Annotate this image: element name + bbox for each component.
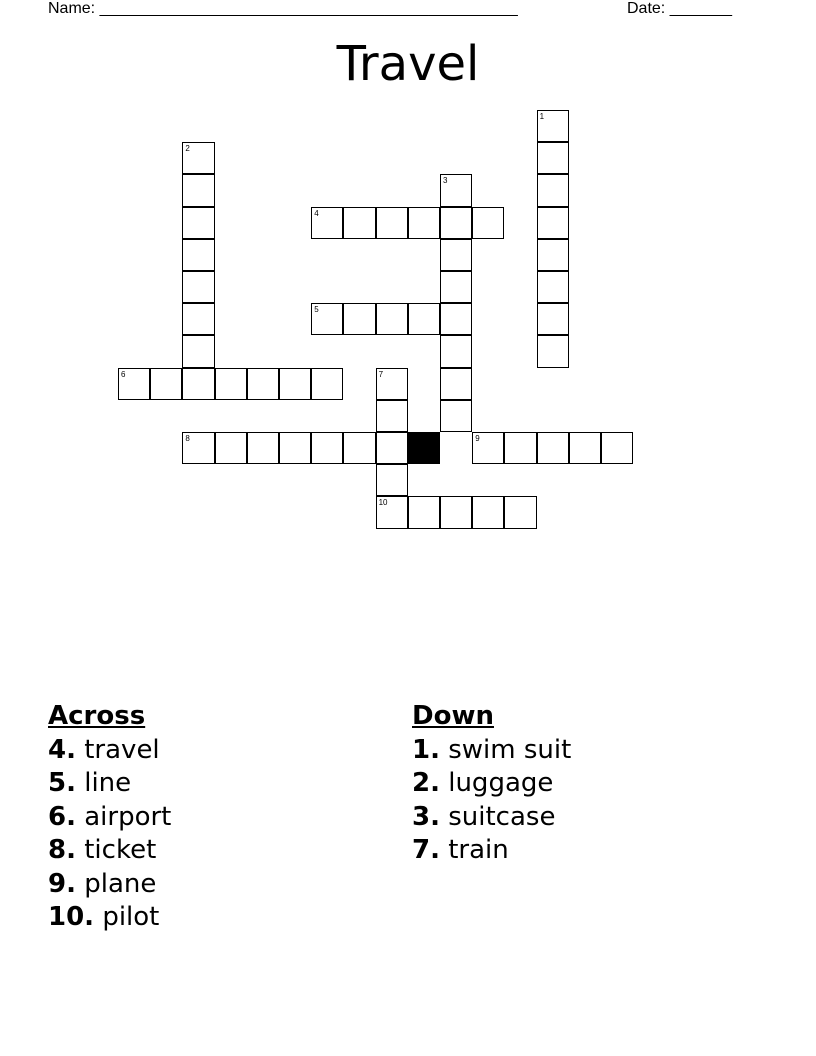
crossword-cell[interactable] — [440, 335, 472, 367]
clue-text: line — [84, 768, 132, 798]
crossword-cell[interactable] — [343, 432, 375, 464]
crossword-cell[interactable] — [569, 432, 601, 464]
crossword-cell[interactable] — [440, 207, 472, 239]
crossword-cell[interactable] — [537, 271, 569, 303]
clue-number: 2. — [412, 768, 440, 798]
crossword-cell[interactable] — [182, 174, 214, 206]
clue-across-9 — [48, 868, 171, 902]
crossword-cell[interactable] — [537, 174, 569, 206]
crossword-cell[interactable] — [440, 400, 472, 432]
crossword-cell[interactable] — [182, 368, 214, 400]
clue-number: 5. — [48, 768, 76, 798]
crossword-cell[interactable] — [247, 368, 279, 400]
clue-text: train — [448, 835, 509, 865]
crossword-cell[interactable] — [537, 239, 569, 271]
crossword-cell[interactable] — [311, 303, 343, 335]
crossword-cell[interactable] — [537, 335, 569, 367]
cell-number: 10 — [378, 498, 388, 508]
crossword-cell[interactable] — [215, 432, 247, 464]
cell-number: 1 — [539, 112, 545, 121]
crossword-cell[interactable] — [537, 142, 569, 174]
clue-number: 1. — [412, 734, 440, 765]
crossword-cell[interactable] — [408, 303, 440, 335]
down-clues — [412, 700, 571, 868]
crossword-cell[interactable] — [182, 239, 214, 271]
name-field-label[interactable]: Name: _______________________________________________ — [48, 0, 518, 17]
crossword-cell[interactable] — [472, 432, 504, 464]
clue-across-8 — [48, 834, 171, 868]
clue-down-1 — [412, 734, 571, 768]
cell-number: 6 — [121, 369, 126, 379]
clue-across-6 — [48, 801, 171, 835]
crossword-cell[interactable] — [182, 335, 214, 367]
crossword-cell[interactable] — [537, 432, 569, 464]
crossword-cell[interactable] — [376, 400, 408, 432]
crossword-cell[interactable] — [182, 207, 214, 239]
across-clues — [48, 700, 171, 935]
crossword-cell[interactable] — [215, 368, 247, 400]
cell-number: 7 — [378, 369, 384, 379]
crossword-cell[interactable] — [408, 496, 440, 528]
clue-text: travel — [84, 734, 160, 765]
crossword-cell[interactable] — [376, 432, 408, 464]
crossword-cell[interactable] — [504, 496, 536, 528]
crossword-cell[interactable] — [182, 432, 214, 464]
puzzle-title: Travel — [336, 36, 480, 92]
crossword-cell[interactable] — [440, 368, 472, 400]
clue-text: airport — [84, 801, 172, 832]
crossword-cell[interactable] — [376, 368, 408, 400]
clue-number: 7. — [412, 835, 440, 865]
crossword-cell[interactable] — [440, 271, 472, 303]
cell-number: 9 — [475, 434, 480, 443]
clue-across-10 — [48, 901, 171, 935]
clue-text: ticket — [84, 835, 157, 865]
crossword-cell[interactable] — [343, 207, 375, 239]
cell-number: 3 — [443, 176, 448, 186]
crossword-cell[interactable] — [150, 368, 182, 400]
crossword-cell[interactable] — [504, 432, 536, 464]
crossword-cell[interactable] — [440, 496, 472, 528]
crossword-cell[interactable] — [311, 207, 343, 239]
crossword-cell[interactable] — [537, 110, 569, 142]
crossword-cell[interactable] — [537, 207, 569, 239]
crossword-cell[interactable] — [376, 496, 408, 528]
crossword-cell[interactable] — [376, 303, 408, 335]
down-heading: Down — [412, 701, 494, 731]
crossword-cell[interactable] — [440, 239, 472, 271]
crossword-cell[interactable] — [182, 271, 214, 303]
clue-number: 4. — [48, 734, 76, 765]
crossword-cell[interactable] — [440, 303, 472, 335]
crossword-cell[interactable] — [182, 142, 214, 174]
clue-number: 8. — [48, 835, 76, 865]
crossword-cell[interactable] — [279, 368, 311, 400]
clue-number: 6. — [48, 801, 76, 832]
clue-text: swim suit — [448, 734, 572, 765]
crossword-cell[interactable] — [537, 303, 569, 335]
clue-text: luggage — [448, 768, 554, 798]
clue-number: 3. — [412, 801, 440, 832]
clue-down-2 — [412, 767, 571, 801]
clue-text: suitcase — [448, 801, 556, 832]
clue-down-3 — [412, 801, 571, 835]
clue-across-4 — [48, 734, 171, 768]
clue-down-7 — [412, 834, 571, 868]
crossword-cell[interactable] — [182, 303, 214, 335]
crossword-cell[interactable] — [376, 464, 408, 496]
black-square — [408, 432, 440, 464]
cell-number: 5 — [314, 305, 319, 315]
crossword-cell[interactable] — [440, 174, 472, 206]
cell-number: 8 — [185, 434, 190, 443]
clue-across-5 — [48, 767, 171, 801]
clue-number: 9. — [48, 868, 76, 899]
crossword-cell[interactable] — [472, 496, 504, 528]
clue-number: 10. — [48, 902, 95, 932]
crossword-cell[interactable] — [472, 207, 504, 239]
crossword-cell[interactable] — [118, 368, 150, 400]
crossword-cell[interactable] — [279, 432, 311, 464]
cell-number: 2 — [185, 144, 190, 154]
clue-text: pilot — [102, 902, 160, 932]
crossword-cell[interactable] — [311, 432, 343, 464]
crossword-cell[interactable] — [376, 207, 408, 239]
crossword-cell[interactable] — [343, 303, 375, 335]
crossword-cell[interactable] — [408, 207, 440, 239]
clue-text: plane — [84, 868, 157, 899]
date-field-label[interactable]: Date: _______ — [627, 0, 732, 17]
cell-number: 4 — [314, 208, 319, 218]
across-heading: Across — [48, 701, 146, 731]
crossword-cell[interactable] — [311, 368, 343, 400]
crossword-cell[interactable] — [601, 432, 633, 464]
crossword-cell[interactable] — [247, 432, 279, 464]
